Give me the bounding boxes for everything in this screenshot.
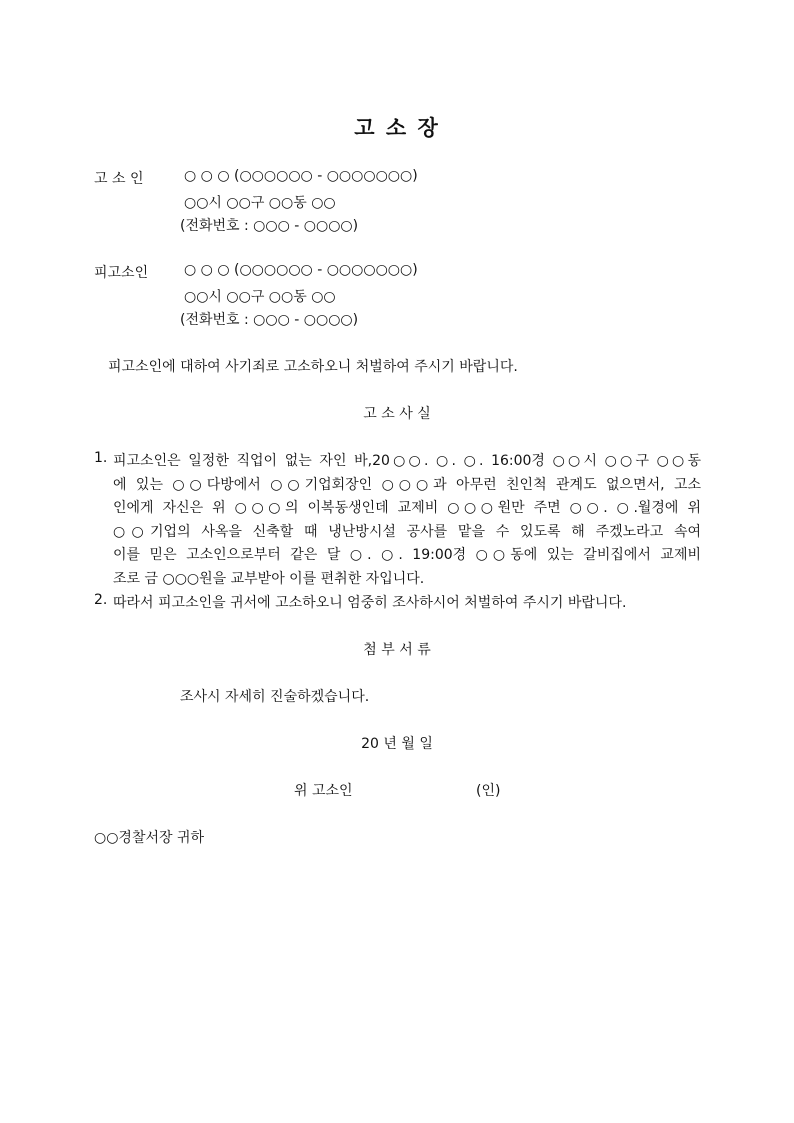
fact-item-1-number: 1.: [94, 450, 108, 466]
signature-label: 위 고소인: [294, 783, 353, 799]
fact-item-1-line: 에 있는 ○○다방에서 ○○기업회장인 ○○○과 아무런 친인척 관계도 없으면서, 고소: [113, 477, 701, 493]
complaint-purpose: 피고소인에 대하여 사기죄로 고소하오니 처벌하여 주시기 바랍니다.: [108, 359, 518, 375]
fact-item-2-text: 따라서 피고소인을 귀서에 고소하오니 엄중히 조사하시어 처벌하여 주시기 바랍니다.: [113, 595, 627, 611]
accused-phone: (전화번호 : ○○○ - ○○○○): [180, 312, 359, 328]
attachments-heading: 첨 부 서 류: [363, 642, 431, 658]
fact-item-1-line: 피고소인은 일정한 직업이 없는 자인 바,20○○. ○. ○. 16:00경 ○○시 ○○구 ○○동: [113, 453, 701, 469]
complainant-address: ○○시 ○○구 ○○동 ○○: [184, 195, 336, 211]
accused-name-id: ○ ○ ○ (○○○○○○ - ○○○○○○○): [184, 262, 418, 278]
complainant-phone: (전화번호 : ○○○ - ○○○○): [180, 218, 359, 234]
fact-item-2-number: 2.: [94, 592, 108, 608]
attachments-text: 조사시 자세히 진술하겠습니다.: [180, 689, 370, 705]
fact-item-1-line: 이를 믿은 고소인으로부터 같은 달 ○. ○. 19:00경 ○○동에 있는 갈비집에서 교제비: [113, 547, 701, 563]
complainant-label: 고 소 인: [94, 171, 144, 187]
facts-heading: 고 소 사 실: [363, 406, 431, 422]
seal-mark: (인): [476, 783, 501, 799]
complainant-name-id: ○ ○ ○ (○○○○○○ - ○○○○○○○): [184, 168, 418, 184]
fact-item-1-line: 조로 금 ○○○원을 교부받아 이를 편취한 자입니다.: [113, 571, 425, 587]
fact-item-1-line: ○○기업의 사옥을 신축할 때 냉난방시설 공사를 맡을 수 있도록 해 주겠노라고 속여: [113, 524, 701, 540]
recipient: ○○경찰서장 귀하: [94, 830, 205, 846]
accused-address: ○○시 ○○구 ○○동 ○○: [184, 289, 336, 305]
document-title: 고 소 장: [354, 116, 440, 140]
accused-label: 피고소인: [94, 265, 149, 281]
fact-item-1-line: 인에게 자신은 위 ○○○의 이복동생인데 교제비 ○○○원만 주면 ○○. ○.월경에 위: [113, 500, 701, 516]
date-line: 20 년 월 일: [361, 736, 433, 752]
